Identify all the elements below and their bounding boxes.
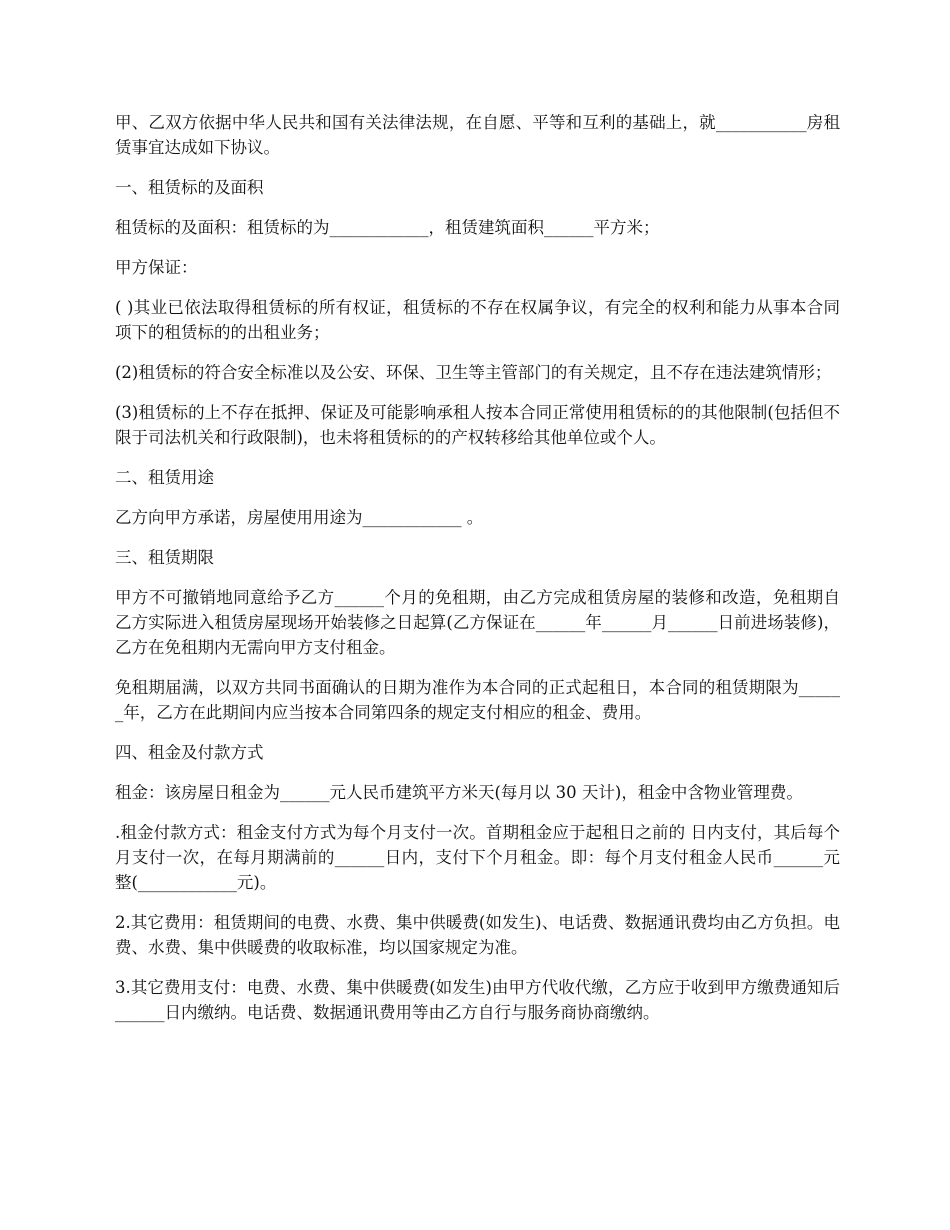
guarantee-item-3: (3)租赁标的上不存在抵押、保证及可能影响承租人按本合同正常使用租赁标的的其他限制(包括但不限于司法机关和行政限制)，也未将租赁标的的产权转移给其他单位或个人。 bbox=[115, 403, 840, 447]
section-1-heading: 一、租赁标的及面积 bbox=[115, 178, 264, 197]
usage-paragraph: 乙方向甲方承诺，房屋使用用途为____________ 。 bbox=[115, 508, 484, 527]
party-a-guarantee-label: 甲方保证： bbox=[115, 258, 198, 277]
other-fees-paragraph: 2.其它费用：租赁期间的电费、水费、集中供暖费(如发生)、电话费、数据通讯费均由乙方负担。电费、水费、集中供暖费的收取标准，均以国家规定为准。 bbox=[115, 913, 840, 957]
document-page bbox=[115, 110, 840, 1040]
lease-term-paragraph: 免租期届满，以双方共同书面确认的日期为准作为本合同的正式起租日，本合同的租赁期限为______年，乙方在此期间内应当按本合同第四条的规定支付相应的租金、费用。 bbox=[115, 678, 840, 722]
other-fees-payment-paragraph: 3.其它费用支付：电费、水费、集中供暖费(如发生)由甲方代收代缴，乙方应于收到甲方缴费通知后______日内缴纳。电话费、数据通讯费用等由乙方自行与服务商协商缴纳。 bbox=[115, 978, 840, 1022]
section-2-heading: 二、租赁用途 bbox=[115, 468, 214, 487]
section-4-heading: 四、租金及付款方式 bbox=[115, 743, 264, 762]
guarantee-item-2: (2)租赁标的符合安全标准以及公安、环保、卫生等主管部门的有关规定，且不存在违法建筑情形； bbox=[115, 363, 832, 382]
guarantee-item-1: ( )其业已依法取得租赁标的所有权证，租赁标的不存在权属争议，有完全的权利和能力从事本合同项下的租赁标的的出租业务； bbox=[115, 298, 840, 342]
payment-method-paragraph: .租金付款方式：租金支付方式为每个月支付一次。首期租金应于起租日之前的 日内支付，其后每个月支付一次，在每月期满前的______日内，支付下个月租金。即：每个月支付租金人民币______元整(____________元)。 bbox=[115, 823, 840, 892]
lease-object-paragraph: 租赁标的及面积：租赁标的为____________，租赁建筑面积______平方米； bbox=[115, 218, 660, 237]
intro-paragraph: 甲、乙双方依据中华人民共和国有关法律法规，在自愿、平等和互利的基础上，就___________房租赁事宜达成如下协议。 bbox=[115, 113, 840, 157]
rent-free-period-paragraph: 甲方不可撤销地同意给予乙方______个月的免租期，由乙方完成租赁房屋的装修和改造，免租期自乙方实际进入租赁房屋现场开始装修之日起算(乙方保证在______年______月______日前进场装修)，乙方在免租期内无需向甲方支付租金。 bbox=[115, 588, 840, 657]
section-3-heading: 三、租赁期限 bbox=[115, 548, 214, 567]
rent-paragraph: 租金：该房屋日租金为______元人民币建筑平方米天(每月以 30 天计)，租金中含物业管理费。 bbox=[115, 783, 803, 802]
